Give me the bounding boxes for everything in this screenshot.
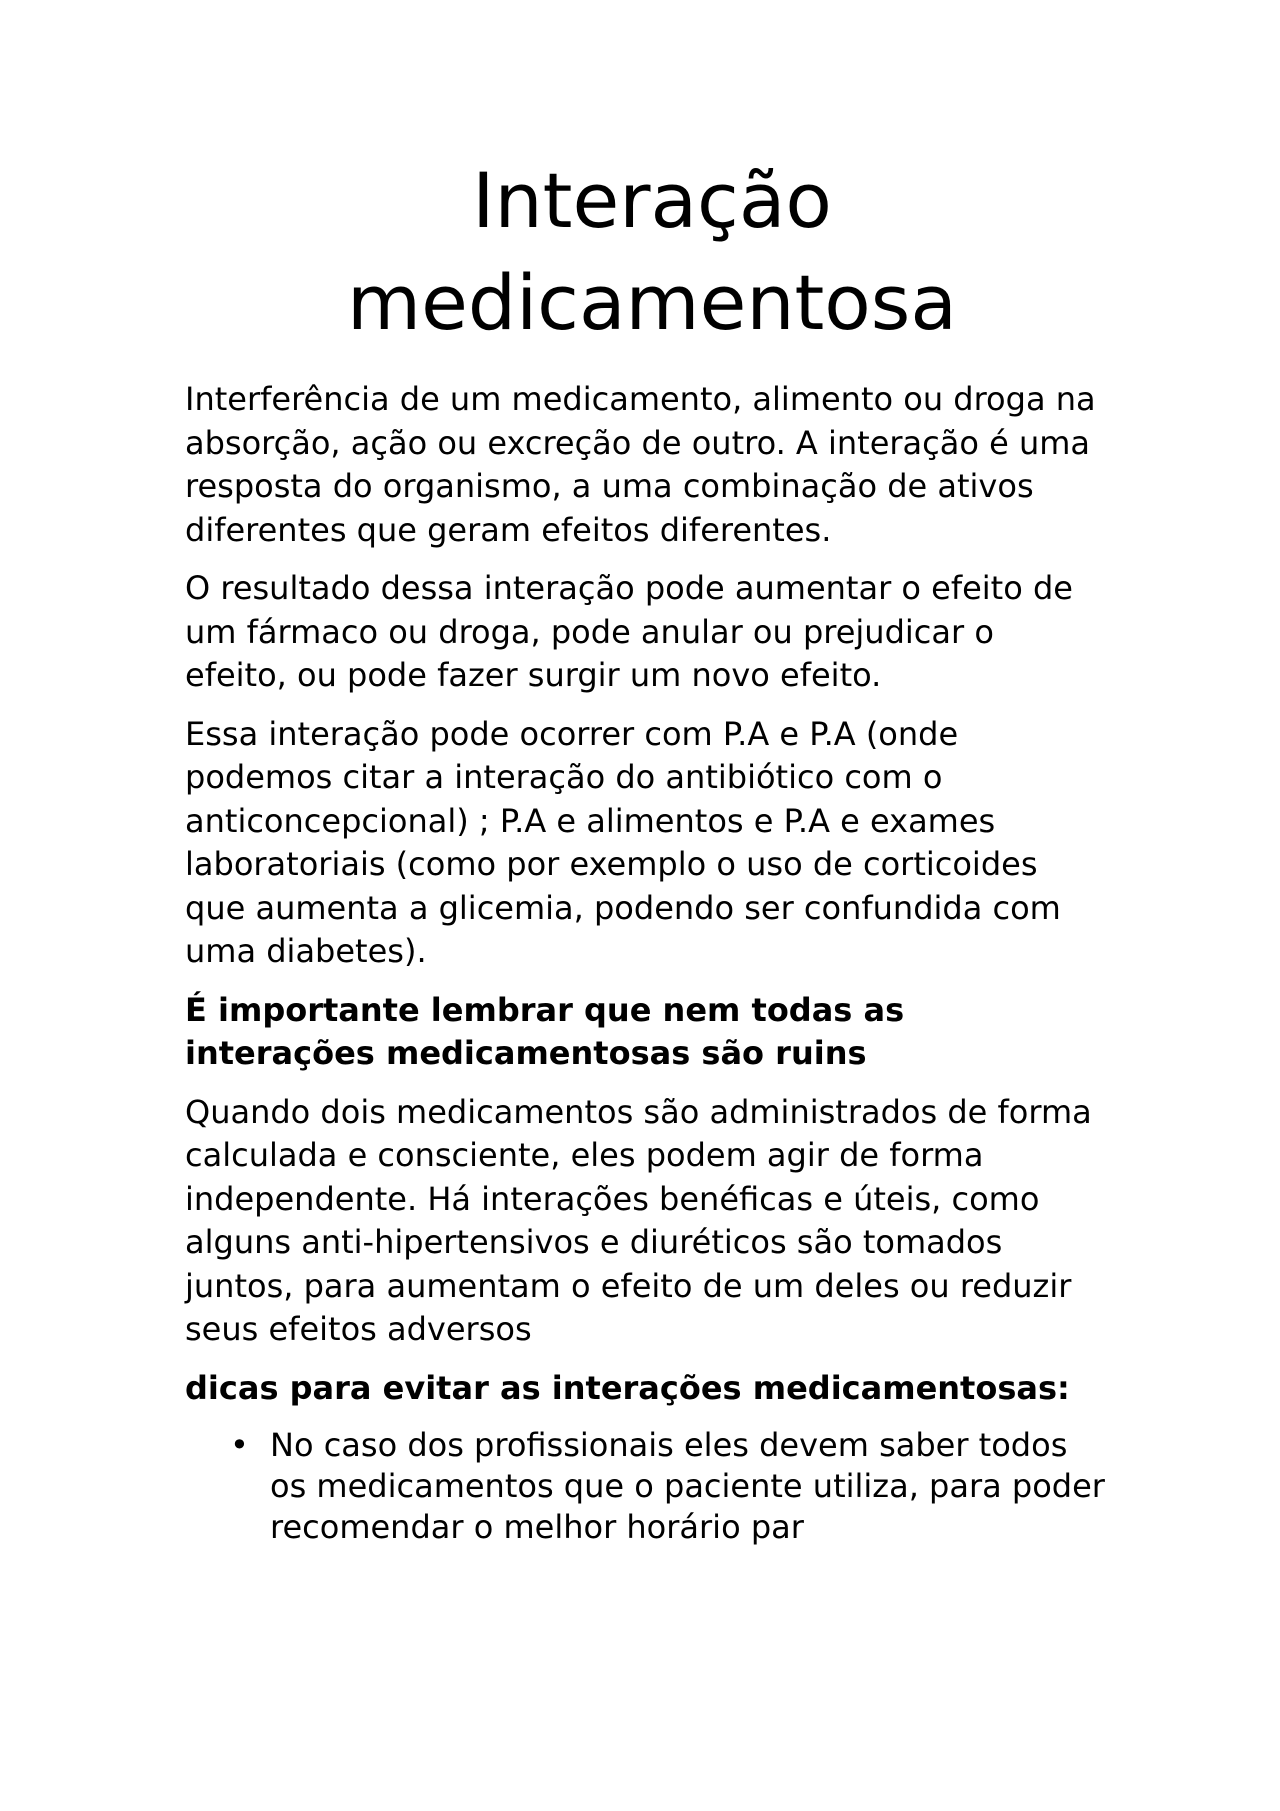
- document-title: [185, 150, 1105, 354]
- paragraph-result: O resultado dessa interação pode aumentar o efeito de um fármaco ou droga, pode anular ou prejudicar o efeito, ou pode fazer surgir um novo efeito.: [185, 569, 1073, 694]
- tips-list: [185, 1425, 1105, 1548]
- paragraph-definition: Interferência de um medicamento, alimento ou droga na absorção, ação ou excreção de outro. A interação é uma resposta do organismo, a uma combinação de ativos diferentes que geram efeitos diferentes.: [185, 380, 1096, 549]
- title-line-1: Interação: [472, 156, 832, 245]
- list-item-text: No caso dos profissionais eles devem saber todos os medicamentos que o paciente utiliza, para poder recomendar o melhor horário par: [270, 1426, 1105, 1546]
- heading-important: É importante lembrar que nem todas as interações medicamentosas são ruins: [185, 990, 905, 1072]
- list-item: [230, 1425, 1105, 1548]
- heading-tips: dicas para evitar as interações medicamentosas:: [185, 1368, 1070, 1407]
- paragraph-occurrence: Essa interação pode ocorrer com P.A e P.A (onde podemos citar a interação do antibiótico com o anticoncepcional) ; P.A e alimentos e P.A e exames laboratoriais (como por exemplo o uso de corticoides que aumenta a glicemia, podendo ser confundida com uma diabetes).: [185, 714, 1061, 970]
- document-page: [185, 150, 1105, 1548]
- paragraph-beneficial: Quando dois medicamentos são administrados de forma calculada e consciente, eles podem agir de forma independente. Há interações benéficas e úteis, como alguns anti-hipertensivos e diuréticos são tomados juntos, para aumentam o efeito de um deles ou reduzir seus efeitos adversos: [185, 1092, 1092, 1348]
- title-line-2: medicamentosa: [347, 258, 957, 347]
- bullet-icon: •: [230, 1426, 249, 1464]
